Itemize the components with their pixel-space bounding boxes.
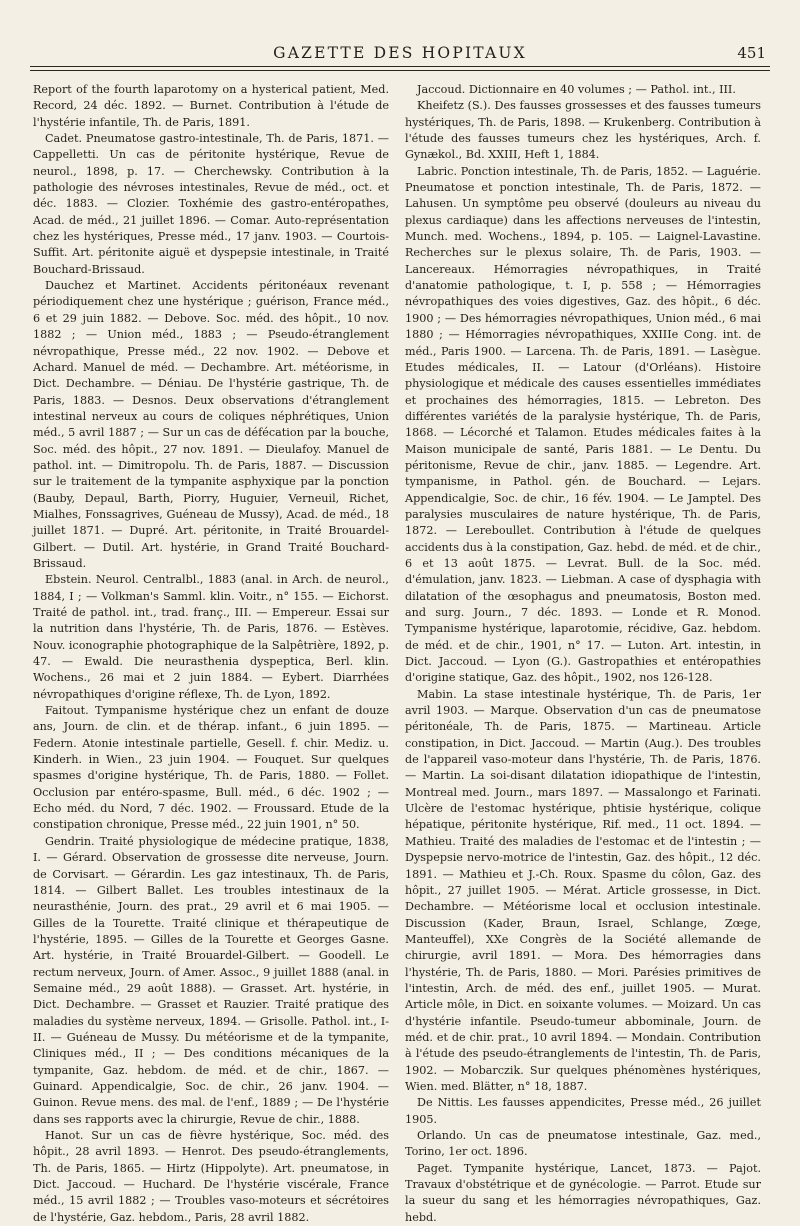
page-number: 451 (737, 44, 766, 62)
bibliography-paragraph: Faitout. Tympanisme hystérique chez un enfant de douze ans, Journ. de clin. et de thérap. infant., 6 juin 1895. — Federn. Atonie intestinale partielle, Gesell. f. chir. Mediz. u. Kinderh. in Wien., 23 juin 1904. — Fouquet. Sur quelques spasmes d'origine hystérique, Th. de Paris, 1880. — Follet. Occlusion par entéro-spasme, Bull. méd., 6 déc. 1902 ; — Echo méd. du Nord, 7 déc. 1902. — Froussard. Etude de la constipation chronique, Presse méd., 22 juin 1901, n° 50. (33, 704, 389, 832)
journal-title: GAZETTE DES HOPITAUX (273, 44, 527, 62)
bibliography-paragraph: Kheifetz (S.). Des fausses grossesses et des fausses tumeurs hystériques, Th. de Paris, 1898. — Krukenberg. Contribution à l'étude des fausses tumeurs chez les hystériques, Arch. f. Gynækol., Bd. XXIII, Heft 1, 1884. (405, 99, 761, 162)
bibliography-paragraph: Cadet. Pneumatose gastro-intestinale, Th. de Paris, 1871. — Cappelletti. Un cas de péritonite hystérique, Revue de neurol., 1898, p. 17. — Cherchewsky. Contribution à la pathologie des névroses intestinales, Revue de méd., oct. et déc. 1883. — Clozier. Toxhémie des gastro-entéropathes, Acad. de méd., 21 juillet 1896. — Comar. Auto-représentation chez les hystériques, Presse méd., 17 janv. 1903. — Courtois-Suffit. Art. péritonite aiguë et dyspepsie intestinale, in Traité Bouchard-Brissaud. (33, 132, 389, 276)
bibliography-paragraph: Paget. Tympanite hystérique, Lancet, 1873. — Pajot. Travaux d'obstétrique et de gynécologie. — Parrot. Etude sur la sueur du sang et les hémorragies névropathiques, Gaz. hebd. (405, 1161, 761, 1224)
bibliography-paragraph: Orlando. Un cas de pneumatose intestinale, Gaz. med., Torino, 1er oct. 1896. (405, 1129, 761, 1159)
bibliography-paragraph: Jaccoud. Dictionnaire en 40 volumes ; — Pathol. int., III. (417, 83, 736, 96)
bibliography-paragraph: Hanot. Sur un cas de fièvre hystérique, Soc. méd. des hôpit., 28 avril 1893. — Henrot. Des pseudo-étranglements, Th. de Paris, 1865. — Hirtz (Hippolyte). Art. pneumatose, in Dict. Jaccoud. — Huchard. De l'hystérie viscérale, France méd., 15 avril 1882 ; — Troubles vaso-moteurs et sécrétoires de l'hystérie, Gaz. hebdom., Paris, 28 avril 1882. (33, 1129, 389, 1224)
right-column (405, 82, 761, 1224)
bibliography-paragraph: De Nittis. Les fausses appendicites, Presse méd., 26 juillet 1905. (405, 1096, 761, 1126)
header-rule-thick (30, 66, 770, 67)
left-column (33, 82, 389, 1224)
bibliography-paragraph: Ebstein. Neurol. Centralbl., 1883 (anal. in Arch. de neurol., 1884, I ; — Volkman's Samml. klin. Voitr., n° 155. — Eichorst. Traité de pathol. int., trad. franç., III. — Empereur. Essai sur la nutrition dans l'hystérie, Th. de Paris, 1876. — Estèves. Nouv. iconographie photographique de la Salpêtrière, 1892, p. 47. — Ewald. Die neurasthenia dyspeptica, Berl. klin. Wochens., 26 mai et 2 juin 1884. — Eybert. Diarrhées névropathiques d'origine réflexe, Th. de Lyon, 1892. (33, 573, 389, 701)
bibliography-paragraph: Report of the fourth laparotomy on a hysterical patient, Med. Record, 24 déc. 1892. — Burnet. Contribution à l'étude de l'hystérie infantile, Th. de Paris, 1891. (33, 83, 389, 129)
header-rule-thin (30, 70, 770, 71)
running-header (30, 36, 770, 70)
bibliography-paragraph: Labric. Ponction intestinale, Th. de Paris, 1852. — Laguérie. Pneumatose et ponction intestinale, Th. de Paris, 1872. — Lahusen. Un symptôme peu observé (douleurs au niveau du plexus cardiaque) dans les affections nerveuses de l'intestin, Munch. med. Wochens., 1894, p. 105. — Laignel-Lavastine. Recherches sur le plexus solaire, Th. de Paris, 1903. — Lancereaux. Hémorragies névropathiques, in Traité d'anatomie pathologique, t. I, p. 558 ; — Hémorragies névropathiques des voies digestives, Gaz. des hôpit., 6 déc. 1900 ; — Des hémorragies névropathiques, Union méd., 6 mai 1880 ; — Hémorragies névropathiques, XXIIIe Cong. int. de méd., Paris 1900. — Larcena. Th. de Paris, 1891. — Lasègue. Etudes médicales, II. — Latour (d'Orléans). Histoire physiologique et médicale des causes essentielles immédiates et prochaines des hémorragies, 1815. — Lebreton. Des différentes variétés de la paralysie hystérique, Th. de Paris, 1868. — Lécorché et Talamon. Etudes médicales faites à la Maison municipale de santé, Paris 1881. — Le Dentu. Du péritonisme, Revue de chir., janv. 1885. — Legendre. Art. tympanisme, in Pathol. gén. de Bouchard. — Lejars. Appendicalgie, Soc. de chir., 16 fév. 1904. — Le Jamptel. Des paralysies musculaires de nature hystérique, Th. de Paris, 1872. — Lereboullet. Contribution à l'étude de quelques accidents dus à la constipation, Gaz. hebd. de méd. et de chir., 6 et 13 août 1875. — Levrat. Bull. de la Soc. méd. d'émulation, janv. 1823. — Liebman. A case of dysphagia with dilatation of the œsophagus and pneumatosis, Boston med. and surg. Journ., 7 déc. 1893. — Londe et R. Monod. Tympanisme hystérique, laparotomie, récidive, Gaz. hebdom. de méd. et de chir., 1901, n° 17. — Luton. Art. intestin, in Dict. Jaccoud. — Lyon (G.). Gastropathies et entéropathies d'origine statique, Gaz. des hôpit., 1902, nos 126-128. (405, 164, 761, 685)
bibliography-paragraph: Dauchez et Martinet. Accidents péritonéaux revenant périodiquement chez une hystérique ; guérison, France méd., 6 et 29 juin 1882. — Debove. Soc. méd. des hôpit., 10 nov. 1882 ; — Union méd., 1883 ; — Pseudo-étranglement névropathique, Presse méd., 22 nov. 1902. — Debove et Achard. Manuel de méd. — Dechambre. Art. météorisme, in Dict. Dechambre. — Déniau. De l'hystérie gastrique, Th. de Paris, 1883. — Desnos. Deux observations d'étranglement intestinal nerveux au cours de coliques néphrétiques, Union méd., 5 avril 1887 ; — Sur un cas de défécation par la bouche, Soc. méd. des hôpit., 27 nov. 1891. — Dieulafoy. Manuel de pathol. int. — Dimitropolu. Th. de Paris, 1887. — Discussion sur le traitement de la tympanite asphyxique par la ponction (Bauby, Depaul, Barth, Piorry, Huguier, Verneuil, Richet, Mialhes, Fonssagrives, Guéneau de Mussy), Acad. de méd., 18 juillet 1871. — Dupré. Art. péritonite, in Traité Brouardel-Gilbert. — Dutil. Art. hystérie, in Grand Traité Bouchard-Brissaud. (33, 279, 389, 570)
bibliography-paragraph: Mabin. La stase intestinale hystérique, Th. de Paris, 1er avril 1903. — Marque. Observation d'un cas de pneumatose péritonéale, Th. de Paris, 1875. — Martineau. Article constipation, in Dict. Jaccoud. — Martin (Aug.). Des troubles de l'appareil vaso-moteur dans l'hystérie, Th. de Paris, 1876. — Martin. La soi-disant dilatation idiopathique de l'intestin, Montreal med. Journ., mars 1897. — Massalongo et Farinati. Ulcère de l'estomac hystérique, phtisie hystérique, colique hépatique, péritonite hystérique, Rif. med., 11 oct. 1894. — Mathieu. Traité des maladies de l'estomac et de l'intestin ; — Dyspepsie nervo-motrice de l'intestin, Gaz. des hôpit., 12 déc. 1891. — Mathieu et J.-Ch. Roux. Spasme du côlon, Gaz. des hôpit., 27 juillet 1905. — Mérat. Article grossesse, in Dict. Dechambre. — Météorisme local et occlusion intestinale. Discussion (Kader, Braun, Israel, Schlange, Zœge, Manteuffel), XXe Congrès de la Société allemande de chirurgie, avril 1891. — Mora. Des hémorragies dans l'hystérie, Th. de Paris, 1880. — Mori. Parésies primitives de l'intestin, Arch. de méd. des enf., juillet 1905. — Murat. Article môle, in Dict. en soixante volumes. — Moizard. Un cas d'hystérie infantile. Pseudo-tumeur abbominale, Journ. de méd. et de chir. prat., 10 avril 1894. — Mondain. Contribution à l'étude des pseudo-étranglements de l'intestin, Th. de Paris, 1902. — Mobarczik. Sur quelques phénomènes hystériques, Wien. med. Blätter, n° 18, 1887. (405, 687, 761, 1093)
bibliography-paragraph: Gendrin. Traité physiologique de médecine pratique, 1838, I. — Gérard. Observation de grossesse dite nerveuse, Journ. de Corvisart. — Gérardin. Les gaz intestinaux, Th. de Paris, 1814. — Gilbert Ballet. Les troubles intestinaux de la neurasthénie, Journ. des prat., 29 avril et 6 mai 1905. — Gilles de la Tourette. Traité clinique et thérapeutique de l'hystérie, 1895. — Gilles de la Tourette et Georges Gasne. Art. hystérie, in Traité Brouardel-Gilbert. — Goodell. Le rectum nerveux, Journ. of Amer. Assoc., 9 juillet 1888 (anal. in Semaine méd., 29 août 1888). — Grasset. Art. hystérie, in Dict. Dechambre. — Grasset et Rauzier. Traité pratique des maladies du système nerveux, 1894. — Grisolle. Pathol. int., I-II. — Guéneau de Mussy. Du météorisme et de la tympanite, Cliniques méd., II ; — Des conditions mécaniques de la tympanite, Gaz. hebdom. de méd. et de chir., 1867. — Guinard. Appendicalgie, Soc. de chir., 26 janv. 1904. — Guinon. Revue mens. des mal. de l'enf., 1889 ; — De l'hystérie dans ses rapports avec la chirurgie, Revue de chir., 1888. (33, 834, 389, 1126)
